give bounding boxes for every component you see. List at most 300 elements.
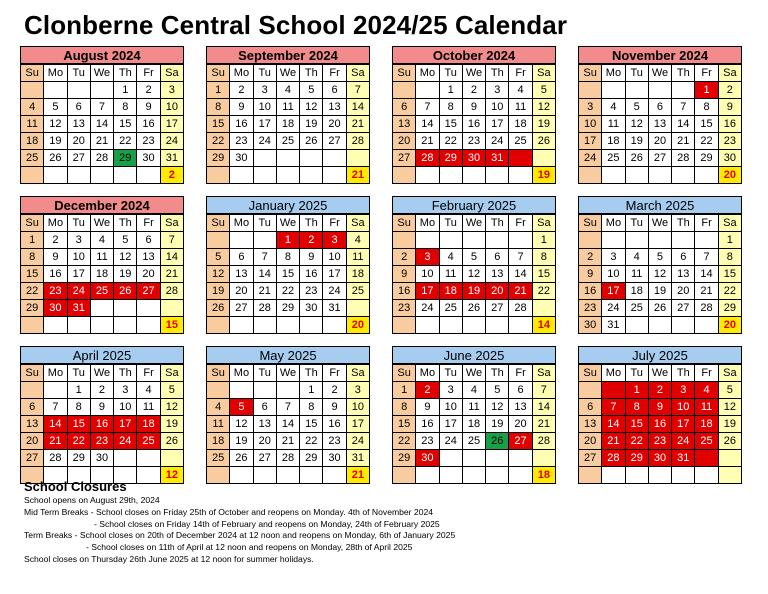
empty-cell xyxy=(253,382,276,399)
day-cell: 21 xyxy=(160,266,183,283)
day-cell: 2 xyxy=(718,82,741,99)
day-cell: 8 xyxy=(67,399,90,416)
day-cell: 30 xyxy=(462,150,485,167)
day-cell: 16 xyxy=(137,116,160,133)
weekday-header: Fr xyxy=(509,365,532,382)
weekday-header: Fr xyxy=(323,65,346,82)
empty-cell xyxy=(462,167,485,184)
empty-cell xyxy=(416,317,439,334)
school-days-count: 14 xyxy=(532,317,555,334)
empty-cell xyxy=(137,167,160,184)
day-cell: 19 xyxy=(160,416,183,433)
day-cell: 21 xyxy=(44,433,67,450)
day-cell: 1 xyxy=(300,382,323,399)
weekday-header: Sa xyxy=(532,65,555,82)
month-title: February 2025 xyxy=(392,196,556,214)
empty-cell xyxy=(509,450,532,467)
empty-cell xyxy=(323,317,346,334)
day-cell: 5 xyxy=(718,382,741,399)
weekday-header: Mo xyxy=(44,65,67,82)
day-cell: 17 xyxy=(602,283,625,300)
day-cell: 8 xyxy=(114,99,137,116)
day-cell: 22 xyxy=(276,283,299,300)
day-cell: 9 xyxy=(416,399,439,416)
day-cell: 10 xyxy=(602,266,625,283)
day-cell: 22 xyxy=(439,133,462,150)
weekday-header: Tu xyxy=(439,365,462,382)
day-cell: 12 xyxy=(462,266,485,283)
weekday-header: Tu xyxy=(67,215,90,232)
day-cell: 10 xyxy=(416,266,439,283)
weekday-header: Th xyxy=(486,365,509,382)
day-cell: 11 xyxy=(276,99,299,116)
month-grid xyxy=(20,64,184,184)
empty-cell xyxy=(462,232,485,249)
empty-cell xyxy=(300,167,323,184)
day-cell: 14 xyxy=(160,249,183,266)
day-cell: 4 xyxy=(137,382,160,399)
day-cell: 5 xyxy=(532,82,555,99)
day-cell: 12 xyxy=(718,399,741,416)
day-cell: 31 xyxy=(602,317,625,334)
day-cell: 4 xyxy=(462,382,485,399)
weekday-header: Sa xyxy=(718,215,741,232)
weekday-header: Th xyxy=(672,215,695,232)
weekday-header: Th xyxy=(300,215,323,232)
empty-cell xyxy=(207,167,230,184)
day-cell: 23 xyxy=(90,433,113,450)
day-cell: 23 xyxy=(230,133,253,150)
day-cell: 1 xyxy=(276,232,299,249)
day-cell: 10 xyxy=(439,399,462,416)
weekday-header: Su xyxy=(207,215,230,232)
month-grid xyxy=(206,364,370,484)
empty-cell xyxy=(253,150,276,167)
empty-cell xyxy=(672,167,695,184)
day-cell: 29 xyxy=(439,150,462,167)
closure-line: Mid Term Breaks - School closes on Friday 25th of October and reopens on Monday. 4th of November 2024 xyxy=(24,506,434,517)
day-cell: 3 xyxy=(486,82,509,99)
day-cell: 27 xyxy=(486,300,509,317)
day-cell: 3 xyxy=(160,82,183,99)
empty-cell xyxy=(276,382,299,399)
empty-cell xyxy=(439,317,462,334)
day-cell: 3 xyxy=(114,382,137,399)
day-cell: 7 xyxy=(672,99,695,116)
weekday-header: Tu xyxy=(625,215,648,232)
weekday-header: Su xyxy=(207,65,230,82)
day-cell: 2 xyxy=(462,82,485,99)
day-cell: 12 xyxy=(114,249,137,266)
day-cell: 17 xyxy=(579,133,602,150)
empty-cell xyxy=(207,317,230,334)
weekday-header: Mo xyxy=(602,365,625,382)
day-cell: 9 xyxy=(230,99,253,116)
day-cell: 2 xyxy=(137,82,160,99)
day-cell: 14 xyxy=(44,416,67,433)
day-cell: 3 xyxy=(416,249,439,266)
empty-cell xyxy=(695,167,718,184)
day-cell: 14 xyxy=(532,399,555,416)
day-cell: 20 xyxy=(393,133,416,150)
month-grid xyxy=(578,64,742,184)
empty-cell xyxy=(602,382,625,399)
day-cell: 8 xyxy=(393,399,416,416)
month-title: May 2025 xyxy=(206,346,370,364)
day-cell: 31 xyxy=(67,300,90,317)
empty-cell xyxy=(439,167,462,184)
day-cell: 23 xyxy=(300,283,323,300)
day-cell: 17 xyxy=(439,416,462,433)
day-cell: 30 xyxy=(300,300,323,317)
day-cell: 14 xyxy=(276,416,299,433)
month-title: September 2024 xyxy=(206,46,370,64)
weekday-header: We xyxy=(276,365,299,382)
weekday-header: Fr xyxy=(509,65,532,82)
day-cell: 28 xyxy=(253,300,276,317)
month-grid xyxy=(206,214,370,334)
month-calendar xyxy=(392,346,556,484)
day-cell: 3 xyxy=(602,249,625,266)
empty-cell xyxy=(695,450,718,467)
day-cell: 1 xyxy=(67,382,90,399)
empty-cell xyxy=(44,382,67,399)
day-cell: 16 xyxy=(300,266,323,283)
day-cell: 9 xyxy=(323,399,346,416)
closure-line: - School closes on 11th of April at 12 noon and reopens on Monday, 28th of April 2025 xyxy=(86,542,413,553)
day-cell: 13 xyxy=(579,416,602,433)
weekday-header: Tu xyxy=(439,65,462,82)
empty-cell xyxy=(672,317,695,334)
day-cell: 26 xyxy=(300,133,323,150)
weekday-header: Tu xyxy=(253,365,276,382)
day-cell: 3 xyxy=(579,99,602,116)
day-cell: 3 xyxy=(439,382,462,399)
closure-line: School opens on August 29th, 2024 xyxy=(24,495,160,505)
day-cell: 5 xyxy=(462,249,485,266)
day-cell: 30 xyxy=(718,150,741,167)
school-days-count: 2 xyxy=(160,167,183,184)
empty-cell xyxy=(695,317,718,334)
day-cell: 16 xyxy=(44,266,67,283)
day-cell: 26 xyxy=(462,300,485,317)
weekday-header: We xyxy=(462,65,485,82)
day-cell: 25 xyxy=(462,433,485,450)
empty-cell xyxy=(137,317,160,334)
school-days-count: 20 xyxy=(718,317,741,334)
weekday-header: Mo xyxy=(416,215,439,232)
empty-cell xyxy=(486,232,509,249)
day-cell: 20 xyxy=(253,433,276,450)
day-cell: 27 xyxy=(579,450,602,467)
day-cell: 18 xyxy=(509,116,532,133)
day-cell: 25 xyxy=(90,283,113,300)
empty-cell xyxy=(579,382,602,399)
empty-cell xyxy=(602,167,625,184)
day-cell: 16 xyxy=(393,283,416,300)
day-cell: 8 xyxy=(300,399,323,416)
weekday-header: Th xyxy=(486,65,509,82)
day-cell: 8 xyxy=(718,249,741,266)
empty-cell xyxy=(393,82,416,99)
day-cell: 3 xyxy=(253,82,276,99)
day-cell: 22 xyxy=(21,283,44,300)
empty-cell xyxy=(276,167,299,184)
day-cell: 16 xyxy=(323,416,346,433)
day-cell: 19 xyxy=(718,416,741,433)
day-cell: 27 xyxy=(137,283,160,300)
weekday-header: Tu xyxy=(253,215,276,232)
school-days-count: 19 xyxy=(532,167,555,184)
month-calendar xyxy=(206,196,370,334)
day-cell: 24 xyxy=(323,283,346,300)
weekday-header: Su xyxy=(393,365,416,382)
day-cell: 11 xyxy=(137,399,160,416)
weekday-header: Sa xyxy=(718,65,741,82)
day-cell: 17 xyxy=(486,116,509,133)
day-cell: 24 xyxy=(67,283,90,300)
day-cell: 30 xyxy=(137,150,160,167)
month-calendar xyxy=(578,346,742,484)
day-cell: 21 xyxy=(346,116,369,133)
day-cell: 8 xyxy=(625,399,648,416)
empty-cell xyxy=(625,167,648,184)
school-days-count: 20 xyxy=(346,317,369,334)
month-calendar xyxy=(20,196,184,334)
day-cell: 21 xyxy=(90,133,113,150)
day-cell: 26 xyxy=(114,283,137,300)
day-cell: 11 xyxy=(207,416,230,433)
day-cell: 22 xyxy=(625,433,648,450)
day-cell: 23 xyxy=(416,433,439,450)
day-cell: 1 xyxy=(439,82,462,99)
day-cell: 6 xyxy=(393,99,416,116)
empty-cell xyxy=(44,167,67,184)
empty-cell xyxy=(532,450,555,467)
weekday-header: Mo xyxy=(230,215,253,232)
weekday-header: Su xyxy=(579,65,602,82)
weekday-header: Th xyxy=(672,365,695,382)
weekday-header: Su xyxy=(207,365,230,382)
day-cell: 7 xyxy=(602,399,625,416)
day-cell: 4 xyxy=(276,82,299,99)
day-cell: 11 xyxy=(462,399,485,416)
weekday-header: We xyxy=(276,65,299,82)
day-cell: 4 xyxy=(346,232,369,249)
day-cell: 5 xyxy=(648,249,671,266)
month-calendar xyxy=(206,346,370,484)
day-cell: 26 xyxy=(44,150,67,167)
day-cell: 16 xyxy=(579,283,602,300)
weekday-header: Su xyxy=(393,65,416,82)
empty-cell xyxy=(462,450,485,467)
day-cell: 12 xyxy=(486,399,509,416)
month-calendar xyxy=(578,46,742,184)
day-cell: 31 xyxy=(346,450,369,467)
day-cell: 15 xyxy=(439,116,462,133)
day-cell: 5 xyxy=(114,232,137,249)
day-cell: 27 xyxy=(393,150,416,167)
day-cell: 2 xyxy=(579,249,602,266)
school-closures xyxy=(24,479,754,566)
weekday-header: Su xyxy=(21,365,44,382)
empty-cell xyxy=(207,232,230,249)
month-grid xyxy=(20,364,184,484)
empty-cell xyxy=(625,82,648,99)
day-cell: 5 xyxy=(486,382,509,399)
empty-cell xyxy=(207,382,230,399)
empty-cell xyxy=(44,82,67,99)
day-cell: 21 xyxy=(695,283,718,300)
empty-cell xyxy=(137,300,160,317)
day-cell: 24 xyxy=(672,433,695,450)
day-cell: 4 xyxy=(602,99,625,116)
empty-cell xyxy=(416,167,439,184)
month-grid xyxy=(206,64,370,184)
empty-cell xyxy=(439,232,462,249)
weekday-header: We xyxy=(648,215,671,232)
day-cell: 18 xyxy=(439,283,462,300)
day-cell: 5 xyxy=(300,82,323,99)
empty-cell xyxy=(579,82,602,99)
day-cell: 29 xyxy=(114,150,137,167)
closure-line: Term Breaks - School closes on 20th of December 2024 at 12 noon and reopens on Monday, 6th of January 2025 xyxy=(24,530,456,541)
day-cell: 22 xyxy=(67,433,90,450)
day-cell: 1 xyxy=(532,232,555,249)
month-grid xyxy=(20,214,184,334)
day-cell: 26 xyxy=(532,133,555,150)
empty-cell xyxy=(114,167,137,184)
empty-cell xyxy=(346,150,369,167)
day-cell: 7 xyxy=(416,99,439,116)
day-cell: 11 xyxy=(625,266,648,283)
empty-cell xyxy=(695,232,718,249)
day-cell: 31 xyxy=(160,150,183,167)
day-cell: 10 xyxy=(672,399,695,416)
day-cell: 27 xyxy=(253,450,276,467)
day-cell: 8 xyxy=(439,99,462,116)
school-days-count: 15 xyxy=(160,317,183,334)
day-cell: 20 xyxy=(230,283,253,300)
empty-cell xyxy=(67,82,90,99)
day-cell: 10 xyxy=(323,249,346,266)
empty-cell xyxy=(253,317,276,334)
weekday-header: Su xyxy=(21,65,44,82)
day-cell: 13 xyxy=(393,116,416,133)
day-cell: 15 xyxy=(207,116,230,133)
empty-cell xyxy=(648,317,671,334)
empty-cell xyxy=(672,82,695,99)
day-cell: 1 xyxy=(718,232,741,249)
weekday-header: Tu xyxy=(253,65,276,82)
day-cell: 16 xyxy=(648,416,671,433)
day-cell: 2 xyxy=(393,249,416,266)
day-cell: 26 xyxy=(486,433,509,450)
day-cell: 18 xyxy=(137,416,160,433)
day-cell: 15 xyxy=(695,116,718,133)
weekday-header: Sa xyxy=(346,365,369,382)
empty-cell xyxy=(90,82,113,99)
weekday-header: Fr xyxy=(323,215,346,232)
empty-cell xyxy=(579,167,602,184)
empty-cell xyxy=(230,167,253,184)
weekday-header: Sa xyxy=(160,365,183,382)
empty-cell xyxy=(439,450,462,467)
empty-cell xyxy=(532,150,555,167)
day-cell: 18 xyxy=(207,433,230,450)
day-cell: 7 xyxy=(276,399,299,416)
day-cell: 11 xyxy=(439,266,462,283)
day-cell: 21 xyxy=(253,283,276,300)
day-cell: 10 xyxy=(114,399,137,416)
day-cell: 21 xyxy=(416,133,439,150)
day-cell: 25 xyxy=(207,450,230,467)
page-title: Clonberne Central School 2024/25 Calendar xyxy=(24,10,568,40)
weekday-header: Mo xyxy=(230,365,253,382)
day-cell: 10 xyxy=(486,99,509,116)
day-cell: 10 xyxy=(346,399,369,416)
day-cell: 30 xyxy=(579,317,602,334)
day-cell: 6 xyxy=(509,382,532,399)
month-calendar xyxy=(578,196,742,334)
empty-cell xyxy=(323,150,346,167)
weekday-header: Sa xyxy=(160,215,183,232)
day-cell: 4 xyxy=(21,99,44,116)
day-cell: 29 xyxy=(207,150,230,167)
weekday-header: Tu xyxy=(439,215,462,232)
day-cell: 16 xyxy=(718,116,741,133)
day-cell: 6 xyxy=(579,399,602,416)
day-cell: 23 xyxy=(393,300,416,317)
day-cell: 14 xyxy=(416,116,439,133)
empty-cell xyxy=(114,317,137,334)
day-cell: 22 xyxy=(207,133,230,150)
day-cell: 6 xyxy=(253,399,276,416)
day-cell: 29 xyxy=(276,300,299,317)
day-cell: 25 xyxy=(276,133,299,150)
day-cell: 12 xyxy=(230,416,253,433)
day-cell: 3 xyxy=(67,232,90,249)
day-cell: 23 xyxy=(579,300,602,317)
closure-line: - School closes on Friday 14th of February and reopens on Monday, 24th of February 2025 xyxy=(94,518,440,529)
day-cell: 9 xyxy=(137,99,160,116)
month-title: October 2024 xyxy=(392,46,556,64)
day-cell: 14 xyxy=(253,266,276,283)
empty-cell xyxy=(602,232,625,249)
day-cell: 13 xyxy=(486,266,509,283)
school-days-count: 12 xyxy=(160,467,183,484)
weekday-header: Fr xyxy=(323,365,346,382)
day-cell: 2 xyxy=(230,82,253,99)
month-title: November 2024 xyxy=(578,46,742,64)
weekday-header: Fr xyxy=(509,215,532,232)
day-cell: 27 xyxy=(21,450,44,467)
day-cell: 23 xyxy=(137,133,160,150)
day-cell: 24 xyxy=(114,433,137,450)
day-cell: 24 xyxy=(160,133,183,150)
day-cell: 2 xyxy=(300,232,323,249)
weekday-header: Mo xyxy=(416,365,439,382)
day-cell: 13 xyxy=(137,249,160,266)
day-cell: 26 xyxy=(648,300,671,317)
day-cell: 8 xyxy=(207,99,230,116)
day-cell: 17 xyxy=(253,116,276,133)
empty-cell xyxy=(300,317,323,334)
empty-cell xyxy=(532,300,555,317)
day-cell: 1 xyxy=(21,232,44,249)
empty-cell xyxy=(602,82,625,99)
day-cell: 25 xyxy=(137,433,160,450)
